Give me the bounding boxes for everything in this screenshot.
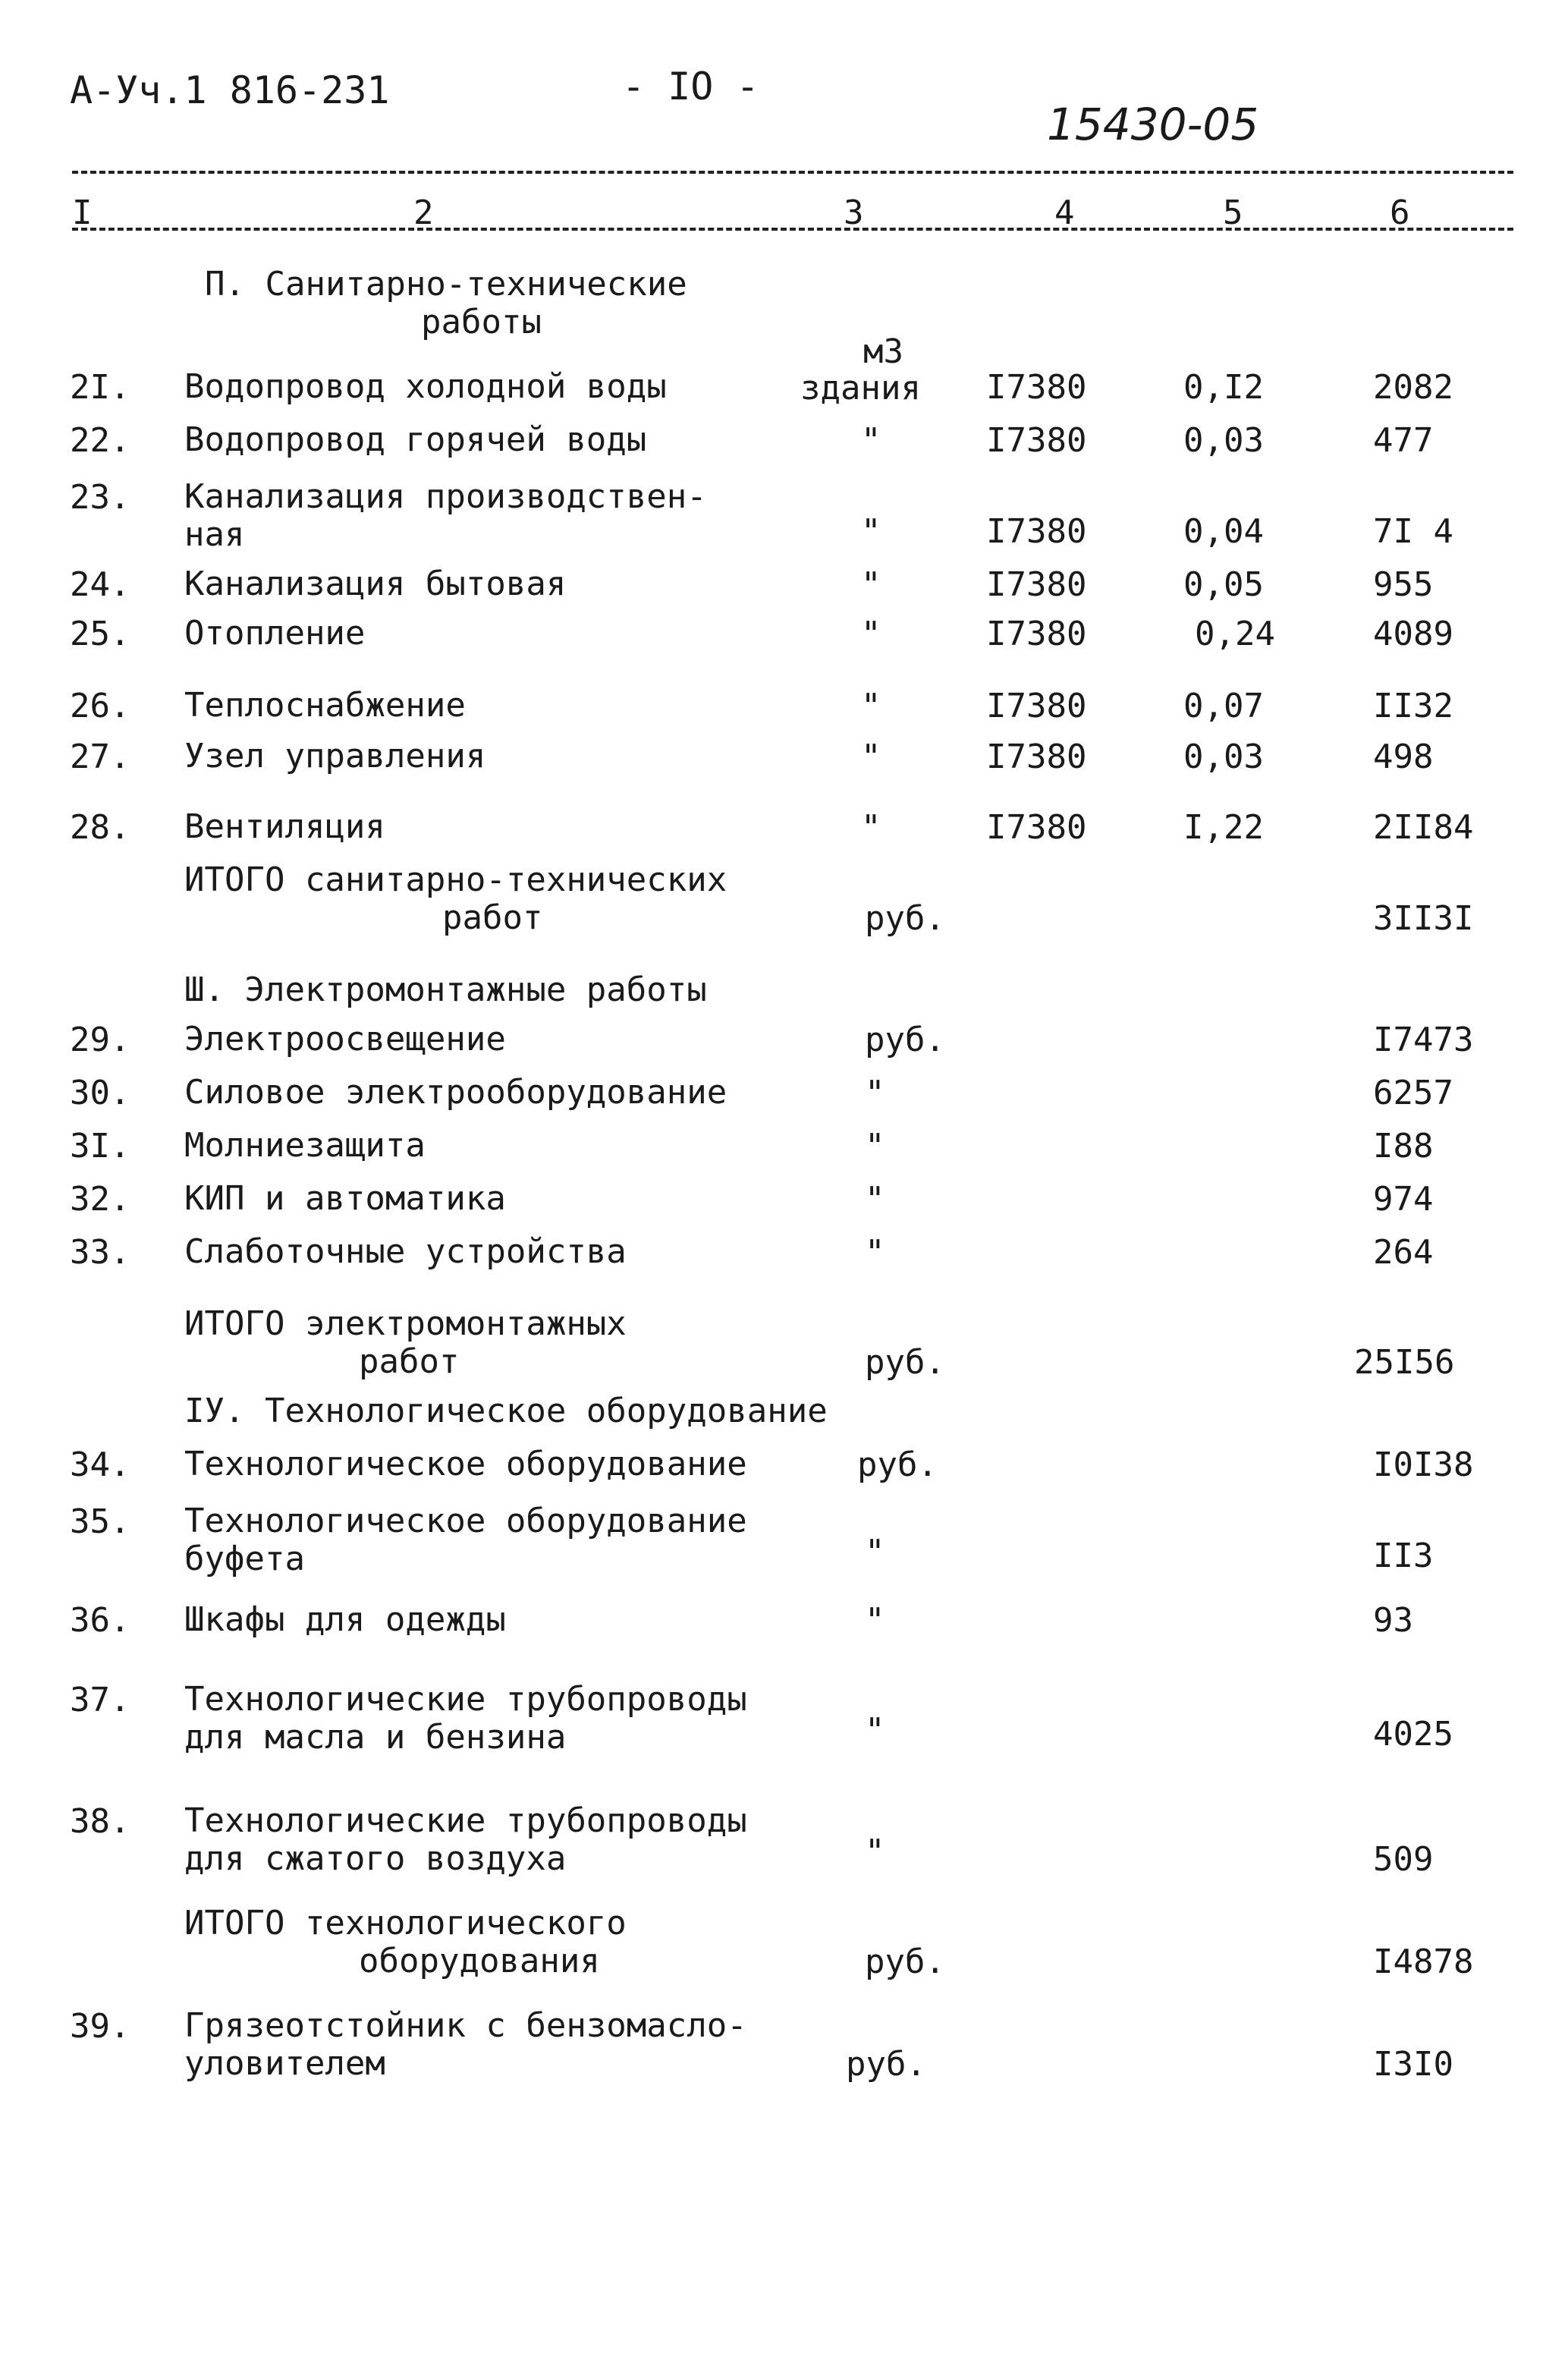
section-4-title: IУ. Технологическое оборудование [184, 1392, 828, 1430]
col-6: 6 [1390, 193, 1410, 232]
unit-header: м3 здания [800, 332, 921, 407]
col-3: 3 [844, 193, 864, 232]
col-1: I [72, 193, 93, 232]
section-3-title: Ш. Электромонтажные работы [184, 970, 707, 1009]
document-code: А-Уч.1 816-231 [70, 68, 390, 112]
col-2: 2 [413, 193, 434, 232]
project-code: 15430-05 [1047, 99, 1259, 150]
col-5: 5 [1223, 193, 1243, 232]
section-2-title: П. Санитарно-технические работы [205, 265, 687, 341]
header-rule [72, 228, 1513, 231]
page-number: - IO - [622, 64, 759, 109]
top-rule [72, 171, 1513, 174]
col-4: 4 [1054, 193, 1075, 232]
